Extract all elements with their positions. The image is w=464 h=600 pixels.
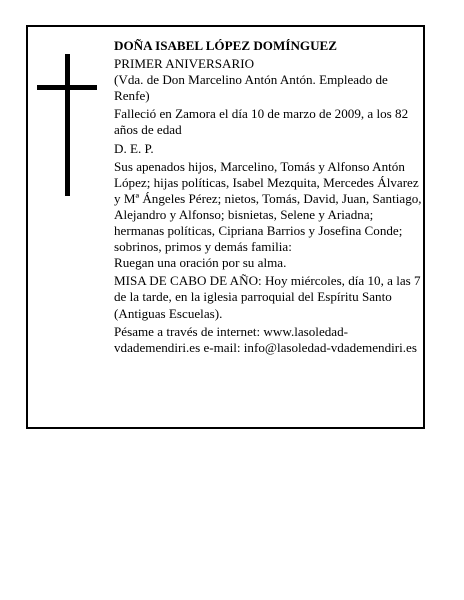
- anniversary-subtitle: PRIMER ANIVERSARIO: [114, 56, 255, 72]
- death-details: Falleció en Zamora el día 10 de marzo de 2009, a los 82 años de edad: [114, 106, 409, 138]
- family-list: Sus apenados hijos, Marcelino, Tomás y Alfonso Antón López; hijas políticas, Isabel Mezquita, Mercedes Álvarez y Mª Ángeles Pérez; nietos, Tomás, David, Juan, Santiago, Alejandro y Alfonso; bisnietas, Selene y Ariadna; hermanas políticas, Cipriana Barrios y Josefina Conde; sobrinos, primos y demás familia:: [114, 158, 422, 255]
- cross-horizontal-bar: [37, 85, 97, 90]
- obituary-text: [114, 38, 424, 356]
- prayer-request: Ruegan una oración por su alma.: [114, 255, 287, 271]
- rest-in-peace: D. E. P.: [114, 140, 154, 156]
- deceased-description: (Vda. de Don Marcelino Antón Antón. Empleado de Renfe): [114, 72, 388, 104]
- mass-details: MISA DE CABO DE AÑO: Hoy miércoles, día 10, a las 7 de la tarde, en la iglesia parroquial del Espíritu Santo (Antiguas Escuelas).: [114, 273, 421, 321]
- condolences-contact: Pésame a través de internet: www.lasoledad-vdademendiri.es e-mail: info@lasoledad-vdademendiri.es: [114, 323, 417, 355]
- deceased-name: DOÑA ISABEL LÓPEZ DOMÍNGUEZ: [114, 38, 338, 53]
- cross-icon: [37, 54, 97, 196]
- cross-vertical-bar: [65, 54, 70, 196]
